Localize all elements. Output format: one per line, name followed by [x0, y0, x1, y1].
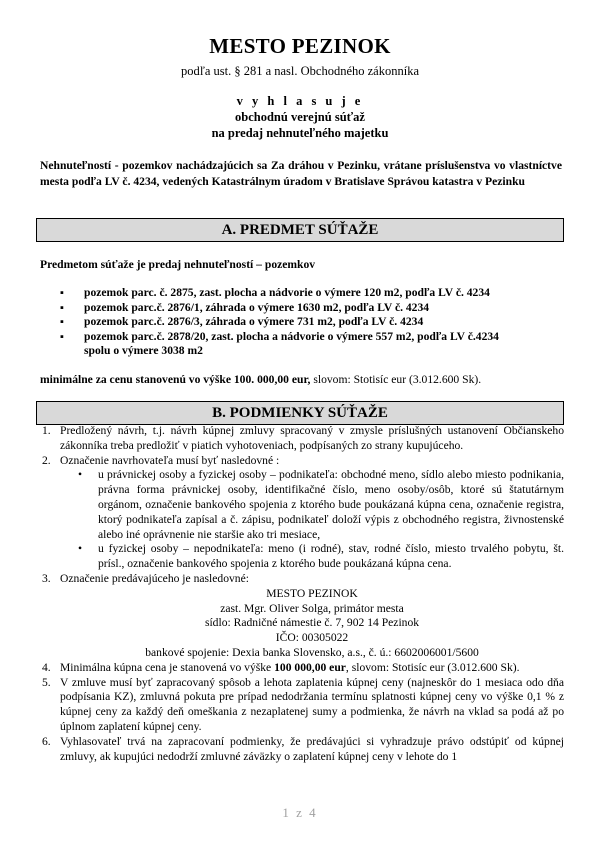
seller-block [36, 587, 564, 661]
condition-item-1 [36, 424, 564, 454]
competition-purpose: na predaj nehnuteľného majetku [211, 126, 389, 140]
condition-item-5 [36, 676, 564, 735]
minimum-price-rest: slovom: Stotisíc eur (3.012.600 Sk). [310, 373, 482, 386]
section-b-heading: B. PODMIENKY SÚŤAŽE [36, 401, 564, 425]
legal-basis: podľa ust. § 281 a nasl. Obchodného zákonníka [180, 64, 419, 78]
subject-lead: Predmetom súťaže je predaj nehnuteľností – pozemkov [40, 258, 316, 271]
section-a-heading: A. PREDMET SÚŤAŽE [36, 218, 564, 242]
announce-line: v y h l a s u j e [236, 94, 364, 108]
price-text-c: , slovom: Stotisíc eur (3.012.600 Sk). [345, 660, 520, 674]
item-number: 2. [42, 453, 51, 467]
minimum-price-line [40, 373, 481, 386]
item-number: 3. [42, 571, 51, 585]
item-number: 4. [42, 660, 51, 674]
item-number: 1. [42, 424, 51, 437]
seller-representative: zast. Mgr. Oliver Solga, primátor mesta [220, 601, 404, 615]
competition-type: obchodnú verejnú súťaž [235, 110, 365, 124]
parcel-item: ▪ pozemok parc.č. 2876/3, záhrada o výmere 731 m2, podľa LV č. 4234 [60, 315, 560, 330]
condition-item-6 [36, 735, 564, 765]
page-indicator: 1 z 4 [282, 805, 318, 820]
condition-text: Označenie navrhovateľa musí byť nasledovné : [60, 453, 280, 467]
document-title: MESTO PEZINOK [209, 34, 391, 58]
parcel-item: ▪ pozemok parc.č. 2876/1, záhrada o výmere 1630 m2, podľa LV č. 4234 [60, 301, 560, 316]
condition-text: V zmluve musí byť zapracovaný spôsob a lehota zaplatenia kúpnej ceny (najneskôr do 1 mesiaca odo dňa podpísania KZ), zmluvná pokuta pre prípad nedodržania termínu splatnosti kúpnej ceny vo výške 0,1 % z kúpnej ceny za každý deň omeškania z nezaplatenej sumy a podmienka, že návrh na vklad sa podá až po úplnom zaplatení kúpnej ceny. [60, 675, 564, 733]
parcel-list [60, 286, 560, 359]
item-number: 5. [42, 675, 51, 689]
condition-item-4 [36, 661, 564, 676]
parcel-item: ▪ pozemok parc.č. 2878/20, zast. plocha a nádvorie o výmere 557 m2, podľa LV č.4234 [60, 330, 560, 345]
price-text-a: Minimálna kúpna cena je stanovená vo výške [60, 660, 275, 674]
bidder-designation-item: • u právnickej osoby a fyzickej osoby – podnikateľa: obchodné meno, sídlo alebo miesto podnikania, právna forma právnickej osoby, identifikačné číslo, meno osoby/osôb, ktoré sú štatutárnym orgánom, označenie bankového spojenia z ktorého bude poukázaná kúpna cena, označenie registra, ktorý podnikateľa zapísal a č. zápisu, podnikateľ doloží výpis z obchodného registra, živnostenské alebo iné oprávnenie nie staršie ako tri mesiace, [76, 468, 564, 542]
price-amount: 100 000,00 eur [274, 660, 346, 674]
condition-item-2 [36, 454, 564, 469]
seller-bank: bankové spojenie: Dexia banka Slovensko, a.s., č. ú.: 6602006001/5600 [145, 645, 479, 659]
condition-text: Označenie predávajúceho je nasledovné: [60, 571, 249, 585]
minimum-price-bold: minimálne za cenu stanovenú vo výške 100. 000,00 eur, [40, 373, 311, 386]
seller-ico: IČO: 00305022 [275, 631, 349, 645]
conditions-list [36, 424, 564, 764]
parcel-total: spolu o výmere 3038 m2 [84, 344, 203, 357]
seller-name: MESTO PEZINOK [266, 586, 358, 600]
intro-paragraph: Nehnuteľností - pozemkov nachádzajúcich sa Za dráhou v Pezinku, vrátane príslušenstva vo vlastníctve mesta podľa LV č. 4234, vedených Katastrálnym úradom v Bratislave Správou katastra v Pezinku [40, 159, 562, 188]
seller-address: sídlo: Radničné námestie č. 7, 902 14 Pezinok [204, 616, 420, 630]
condition-text: Predložený návrh, t.j. návrh kúpnej zmluvy spracovaný v zmysle príslušných ustanovení Občianskeho zákonníka treba predložiť v piatich vyhotoveniach, podpísaných zo strany kupujúceho. [60, 424, 564, 452]
item-number: 6. [42, 734, 51, 748]
bidder-designation-list [76, 468, 564, 572]
bidder-designation-item: • u fyzickej osoby – nepodnikateľa: meno (i rodné), stav, rodné číslo, miesto trvalého pobytu, št. prísl., označenie bankového spojenia z ktorého bude poukázaná kúpna cena. [76, 542, 564, 572]
condition-text [60, 661, 520, 674]
parcel-item: ▪ pozemok parc. č. 2875, zast. plocha a nádvorie o výmere 120 m2, podľa LV č. 4234 [60, 286, 560, 301]
condition-text: Vyhlasovateľ trvá na zapracovaní podmienky, že predávajúci si vyhradzuje právo odstúpiť od kúpnej zmluvy, ak kupujúci nedodrží zmluvné záväzky o zaplatení kúpnej ceny v lehote do 1 [60, 734, 564, 763]
condition-item-3 [36, 572, 564, 587]
